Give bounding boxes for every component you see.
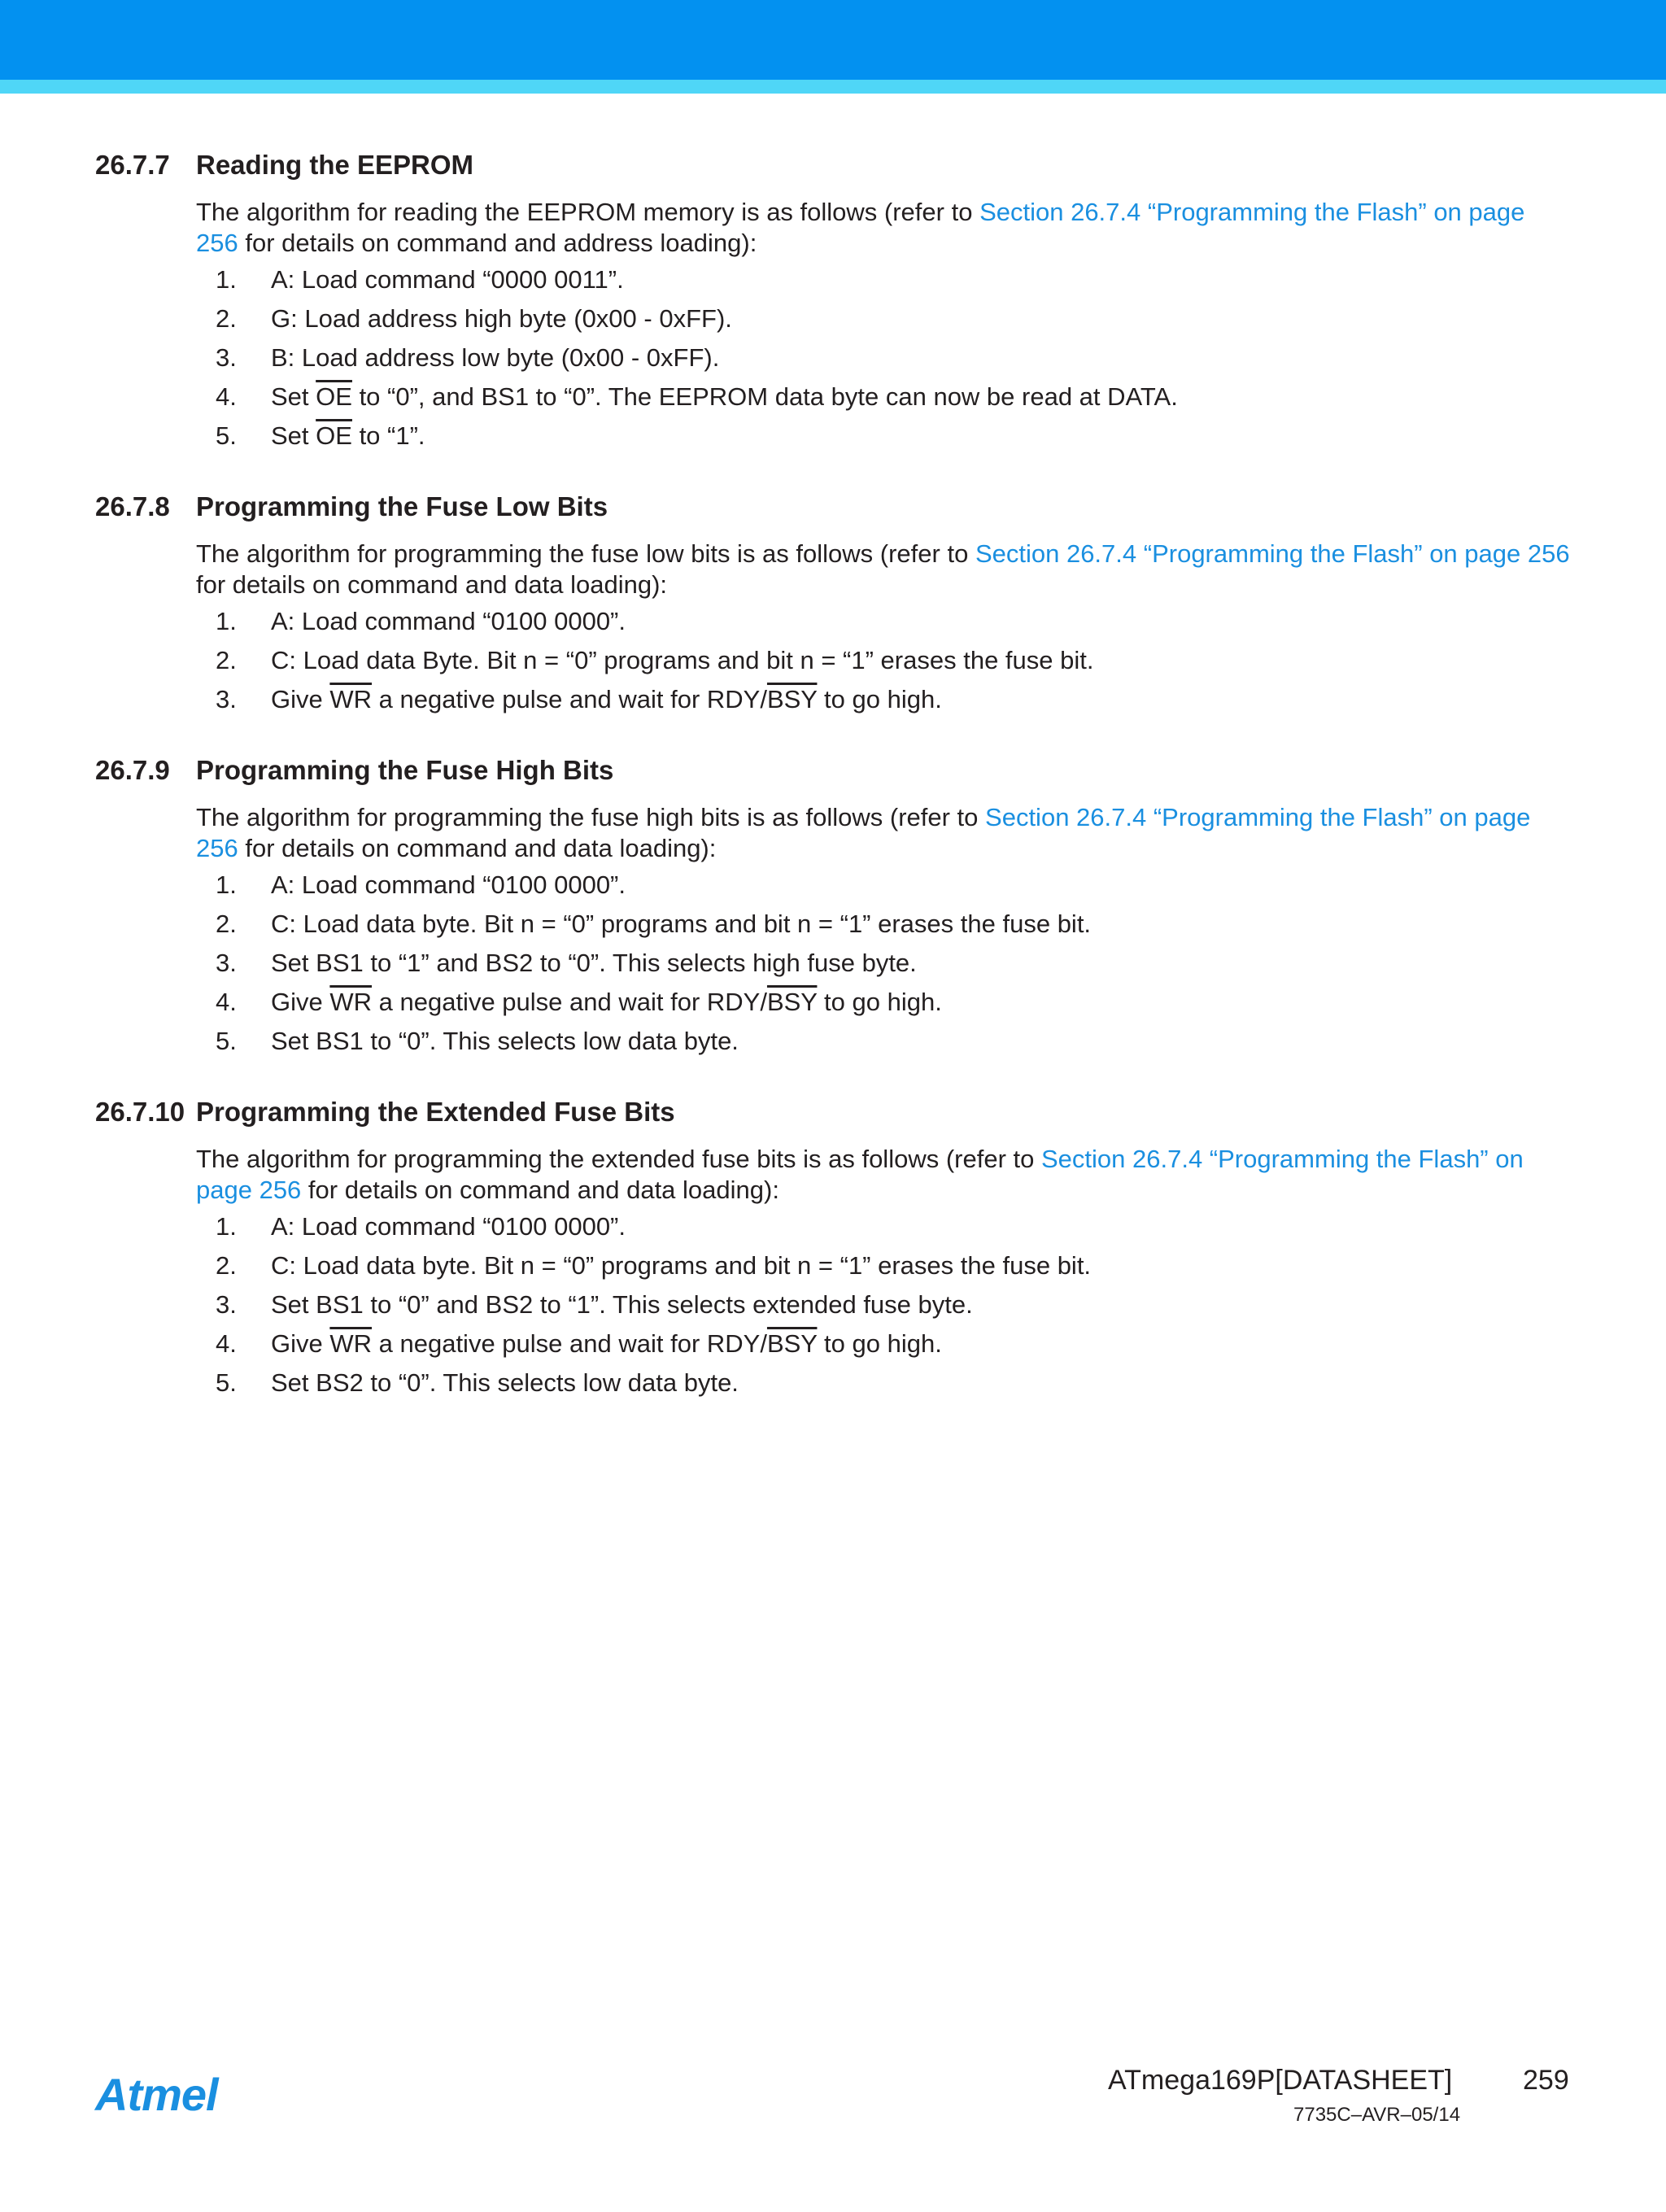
step-number: 5. xyxy=(216,1368,237,1397)
section-intro xyxy=(196,802,1571,864)
step-text: A: Load command “0100 0000”. xyxy=(271,607,626,635)
step-text: Set $\overline{OE}$ to “0”, and BS1 to “0”. The EEPROM data byte can now be read at DATA. xyxy=(271,382,1178,411)
intro-text: for details on command and address loading): xyxy=(238,229,757,257)
section-fuse-high-bits xyxy=(0,755,1666,1064)
header-stripe xyxy=(0,80,1666,94)
section-link[interactable]: Section 26.7.4 “Programming the Flash” on page 256 xyxy=(975,539,1570,568)
step-number: 3. xyxy=(216,685,237,713)
overline-signal: $\overline{BSY}$ xyxy=(766,685,818,713)
overline-signal: $\overline{WR}$ xyxy=(329,685,373,713)
section-intro xyxy=(196,1144,1571,1206)
step-number: 2. xyxy=(216,304,237,333)
overline-signal: $\overline{BSY}$ xyxy=(766,1329,818,1358)
step-text: B: Load address low byte (0x00 - 0xFF). xyxy=(271,343,720,372)
section-title: Programming the Extended Fuse Bits xyxy=(196,1097,675,1127)
step-text: A: Load command “0100 0000”. xyxy=(271,870,626,899)
section-link[interactable]: Section 26.7.4 “Programming the Flash” on page 256 xyxy=(196,198,1525,257)
section-number: 26.7.9 xyxy=(95,755,170,785)
step-text: Give $\overline{WR}$ a negative pulse and wait for RDY/$\overline{BSY}$ to go high. xyxy=(271,988,942,1016)
header-band xyxy=(0,0,1666,80)
step-text: A: Load command “0100 0000”. xyxy=(271,1212,626,1241)
step-text: C: Load data byte. Bit n = “0” programs and bit n = “1” erases the fuse bit. xyxy=(271,910,1092,938)
step-number: 4. xyxy=(216,382,237,411)
step-number: 2. xyxy=(216,910,237,938)
step-number: 2. xyxy=(216,646,237,674)
section-heading xyxy=(95,755,613,786)
overline-signal: $\overline{WR}$ xyxy=(329,1329,373,1358)
step-number: 1. xyxy=(216,607,237,635)
intro-text: for details on command and data loading): xyxy=(196,570,668,599)
step-number: 1. xyxy=(216,870,237,899)
step-text: C: Load data Byte. Bit n = “0” programs and bit n = “1” erases the fuse bit. xyxy=(271,646,1094,674)
section-reading-eeprom xyxy=(0,150,1666,459)
step-number: 3. xyxy=(216,949,237,977)
step-text: A: Load command “0000 0011”. xyxy=(271,265,624,294)
step-text: Set BS1 to “0” and BS2 to “1”. This selects extended fuse byte. xyxy=(271,1290,973,1319)
intro-text: The algorithm for programming the fuse high bits is as follows (refer to xyxy=(196,803,986,831)
overline-signal: $\overline{BSY}$ xyxy=(766,988,818,1016)
section-fuse-low-bits xyxy=(0,491,1666,719)
step-number: 2. xyxy=(216,1251,237,1280)
atmel-logo: Atmel xyxy=(95,2069,218,2120)
step-text: Set $\overline{OE}$ to “1”. xyxy=(271,421,425,450)
step-number: 4. xyxy=(216,988,237,1016)
overline-signal: $\overline{OE}$ xyxy=(316,382,352,411)
section-intro xyxy=(196,197,1571,259)
step-number: 3. xyxy=(216,1290,237,1319)
step-text: G: Load address high byte (0x00 - 0xFF). xyxy=(271,304,732,333)
step-text: Give $\overline{WR}$ a negative pulse and wait for RDY/$\overline{BSY}$ to go high. xyxy=(271,685,942,713)
section-link[interactable]: Section 26.7.4 “Programming the Flash” on page 256 xyxy=(196,1145,1524,1204)
step-number: 4. xyxy=(216,1329,237,1358)
section-heading xyxy=(95,150,473,181)
intro-text: The algorithm for reading the EEPROM memory is as follows (refer to xyxy=(196,198,980,226)
intro-text: The algorithm for programming the fuse low bits is as follows (refer to xyxy=(196,539,975,568)
overline-signal: $\overline{OE}$ xyxy=(316,421,352,450)
section-number: 26.7.7 xyxy=(95,150,170,180)
step-number: 1. xyxy=(216,1212,237,1241)
intro-text: The algorithm for programming the extended fuse bits is as follows (refer to xyxy=(196,1145,1041,1173)
step-text: Set BS1 to “1” and BS2 to “0”. This selects high fuse byte. xyxy=(271,949,917,977)
step-number: 1. xyxy=(216,265,237,294)
section-number: 26.7.8 xyxy=(95,491,170,521)
section-extended-fuse-bits xyxy=(0,1097,1666,1406)
intro-text: for details on command and data loading): xyxy=(301,1176,779,1204)
section-heading xyxy=(95,1097,675,1128)
section-title: Reading the EEPROM xyxy=(196,150,474,180)
footer-doc-id: 7735C–AVR–05/14 xyxy=(1293,2104,1461,2126)
section-link[interactable]: Section 26.7.4 “Programming the Flash” on page 256 xyxy=(196,803,1531,862)
step-number: 3. xyxy=(216,343,237,372)
section-heading xyxy=(95,491,608,522)
section-title: Programming the Fuse High Bits xyxy=(196,755,614,785)
overline-signal: $\overline{WR}$ xyxy=(329,988,373,1016)
step-text: C: Load data byte. Bit n = “0” programs and bit n = “1” erases the fuse bit. xyxy=(271,1251,1092,1280)
footer-page-number: 259 xyxy=(1523,2065,1569,2096)
section-intro xyxy=(196,539,1571,600)
footer-doc-title: ATmega169P[DATASHEET] xyxy=(1108,2065,1453,2096)
intro-text: for details on command and data loading): xyxy=(238,834,717,862)
step-text: Set BS2 to “0”. This selects low data byte. xyxy=(271,1368,739,1397)
section-title: Programming the Fuse Low Bits xyxy=(196,491,608,521)
step-text: Give $\overline{WR}$ a negative pulse and wait for RDY/$\overline{BSY}$ to go high. xyxy=(271,1329,942,1358)
step-text: Set BS1 to “0”. This selects low data byte. xyxy=(271,1027,739,1055)
step-number: 5. xyxy=(216,421,237,450)
step-number: 5. xyxy=(216,1027,237,1055)
section-number: 26.7.10 xyxy=(95,1097,185,1127)
